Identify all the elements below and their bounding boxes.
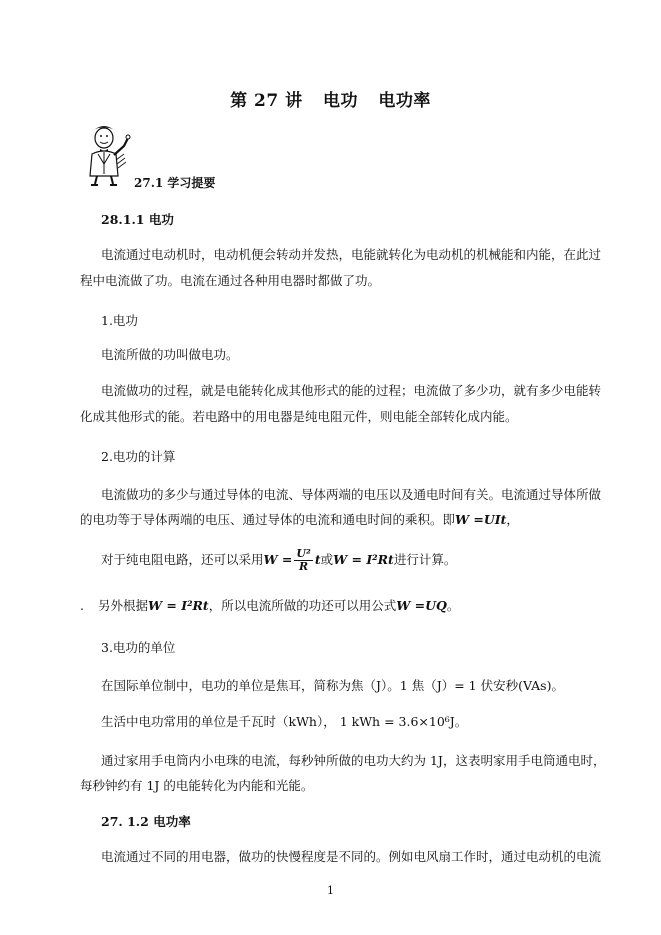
paragraph-charge bbox=[80, 591, 459, 620]
fraction-numerator: U² bbox=[296, 547, 311, 560]
formula-w-uq: W =UQ bbox=[396, 598, 447, 613]
formula-w-equals: W = bbox=[263, 552, 293, 567]
paragraph-kwh: 生活中电功常用的单位是千瓦时（kWh）， 1 kWh = 3.6×10⁶J。 bbox=[101, 714, 468, 729]
fraction-denominator: R bbox=[299, 560, 309, 573]
formula-fraction bbox=[294, 548, 312, 573]
pure-resistor-text-pre: 对于纯电阻电路，还可以采用 bbox=[101, 552, 264, 567]
paragraph-calc-line-2-text: 的电功等于导体两端的电压、通过导体的电流和通电时间的乘积。即 bbox=[80, 512, 456, 527]
charge-text-post: 。 bbox=[446, 598, 460, 613]
title-topic-2: 电功率 bbox=[378, 91, 431, 111]
title-lecture: 第 27 讲 bbox=[230, 91, 303, 111]
paragraph-energy-line-1: 电流做功的过程，就是电能转化成其他形式的能的过程；电流做了多少功，就有多少电能转 bbox=[101, 383, 602, 398]
formula-w-i2rt: W = I²Rt bbox=[333, 552, 394, 567]
paragraph-intro-line-2: 程中电流做了功。电流在通过各种用电器时都做了功。 bbox=[80, 273, 381, 288]
section-heading: 27.1 学习提要 bbox=[134, 176, 216, 190]
paragraph-calc-line-2-end: ， bbox=[506, 512, 519, 527]
charge-text-pre: 另外根据 bbox=[97, 598, 148, 613]
item-heading-calculation: 2.电功的计算 bbox=[101, 449, 176, 464]
paragraph-pure-resistor bbox=[101, 545, 456, 574]
formula-w-i2rt-2: W = I²Rt bbox=[148, 598, 209, 613]
paragraph-calc-line-1: 电流做功的多少与通过导体的电流、导体两端的电压以及通电时间有关。电流通过导体所做 bbox=[101, 487, 602, 502]
teacher-cartoon-icon bbox=[80, 124, 132, 186]
paragraph-energy-line-2: 化成其他形式的能。若电路中的用电器是纯电阻元件，则电能全部转化成内能。 bbox=[80, 409, 518, 424]
item-heading-electric-work: 1.电功 bbox=[101, 313, 138, 328]
subsection-heading-electric-work: 28.1.1 电功 bbox=[101, 212, 174, 227]
paragraph-calc-line-2 bbox=[80, 505, 519, 534]
paragraph-flashlight-line-2: 每秒钟约有 1J 的电能转化为内能和光能。 bbox=[80, 778, 314, 793]
paragraph-intro-line-1: 电流通过电动机时，电动机便会转动并发热，电能就转化为电动机的机械能和内能，在此过 bbox=[101, 247, 602, 262]
title-topic-1: 电功 bbox=[323, 91, 358, 111]
page-title bbox=[0, 86, 661, 111]
paragraph-power-intro: 电流通过不同的用电器，做功的快慢程度是不同的。例如电风扇工作时，通过电动机的电流 bbox=[101, 849, 602, 864]
formula-time: t bbox=[314, 552, 321, 567]
paragraph-si-unit: 在国际单位制中，电功的单位是焦耳，简称为焦（J）。1 焦（J）= 1 伏安秒(VAs)。 bbox=[101, 678, 564, 693]
pure-resistor-or: 或 bbox=[320, 552, 334, 567]
formula-w-uit: W =UIt bbox=[455, 512, 507, 527]
stray-dot: . bbox=[80, 598, 84, 613]
paragraph-flashlight-line-1: 通过家用手电筒内小电珠的电流，每秒钟所做的电功大约为 1J，这表明家用手电筒通电时， bbox=[101, 753, 606, 768]
pure-resistor-text-post: 进行计算。 bbox=[393, 552, 457, 567]
charge-text-mid: ，所以电流所做的功还可以用公式 bbox=[208, 598, 397, 613]
definition-electric-work: 电流所做的功叫做电功。 bbox=[101, 347, 239, 362]
subsection-heading-electric-power: 27. 1.2 电功率 bbox=[101, 814, 191, 829]
item-heading-units: 3.电功的单位 bbox=[101, 640, 176, 655]
page-number: 1 bbox=[327, 884, 334, 897]
